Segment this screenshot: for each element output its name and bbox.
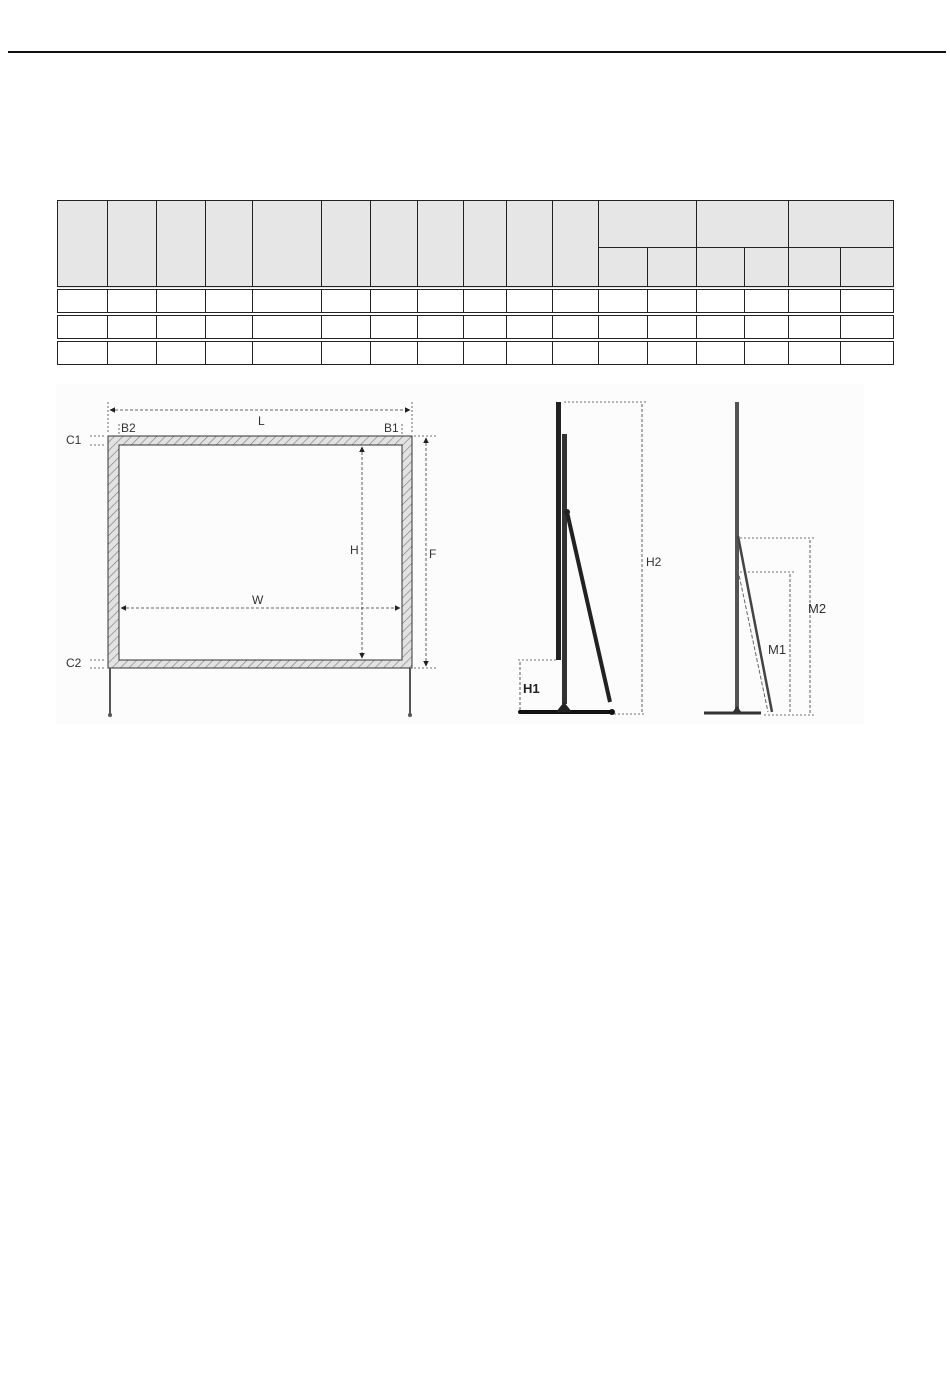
label-C1: C1 — [66, 433, 82, 447]
label-H2: H2 — [646, 555, 662, 569]
label-F: F — [429, 547, 437, 561]
label-L: L — [258, 414, 265, 428]
label-W: W — [252, 593, 264, 607]
front-view — [66, 402, 436, 717]
header-cell — [371, 201, 418, 289]
header-subcell — [648, 248, 697, 289]
header-group-cell — [599, 201, 697, 248]
header-subcell — [697, 248, 745, 289]
header-subcell — [745, 248, 789, 289]
specification-table — [57, 200, 894, 365]
header-cell — [464, 201, 507, 289]
header-cell — [58, 201, 108, 289]
table-row — [58, 340, 894, 365]
header-cell — [418, 201, 464, 289]
header-cell — [108, 201, 157, 289]
header-subcell — [789, 248, 841, 289]
side-view-b — [704, 402, 826, 715]
header-cell — [157, 201, 206, 289]
header-cell — [206, 201, 253, 289]
screen-dimension-drawing — [56, 384, 864, 724]
header-group-cell — [789, 201, 894, 248]
header-subcell — [599, 248, 648, 289]
side-view-a — [518, 402, 662, 715]
label-B2: B2 — [121, 421, 136, 435]
header-cell — [322, 201, 371, 289]
label-B1: B1 — [384, 421, 399, 435]
dimension-drawing-svg — [56, 384, 864, 724]
label-C2: C2 — [66, 656, 82, 670]
screen-panel-edge — [556, 402, 561, 660]
table-header-row-1 — [58, 201, 894, 248]
label-H: H — [350, 543, 359, 557]
page-top-rule — [8, 51, 946, 53]
strut — [738, 536, 772, 712]
header-cell — [553, 201, 599, 289]
label-H1: H1 — [523, 681, 540, 696]
screen-frame — [108, 436, 412, 668]
header-cell — [507, 201, 553, 289]
header-cell — [253, 201, 322, 289]
label-M1: M1 — [768, 642, 787, 657]
upright-pole — [735, 402, 739, 714]
table-row — [58, 288, 894, 314]
table-row — [58, 314, 894, 340]
header-group-cell — [697, 201, 789, 248]
label-M2: M2 — [808, 601, 827, 616]
header-subcell — [841, 248, 894, 289]
support-brace — [567, 512, 610, 702]
